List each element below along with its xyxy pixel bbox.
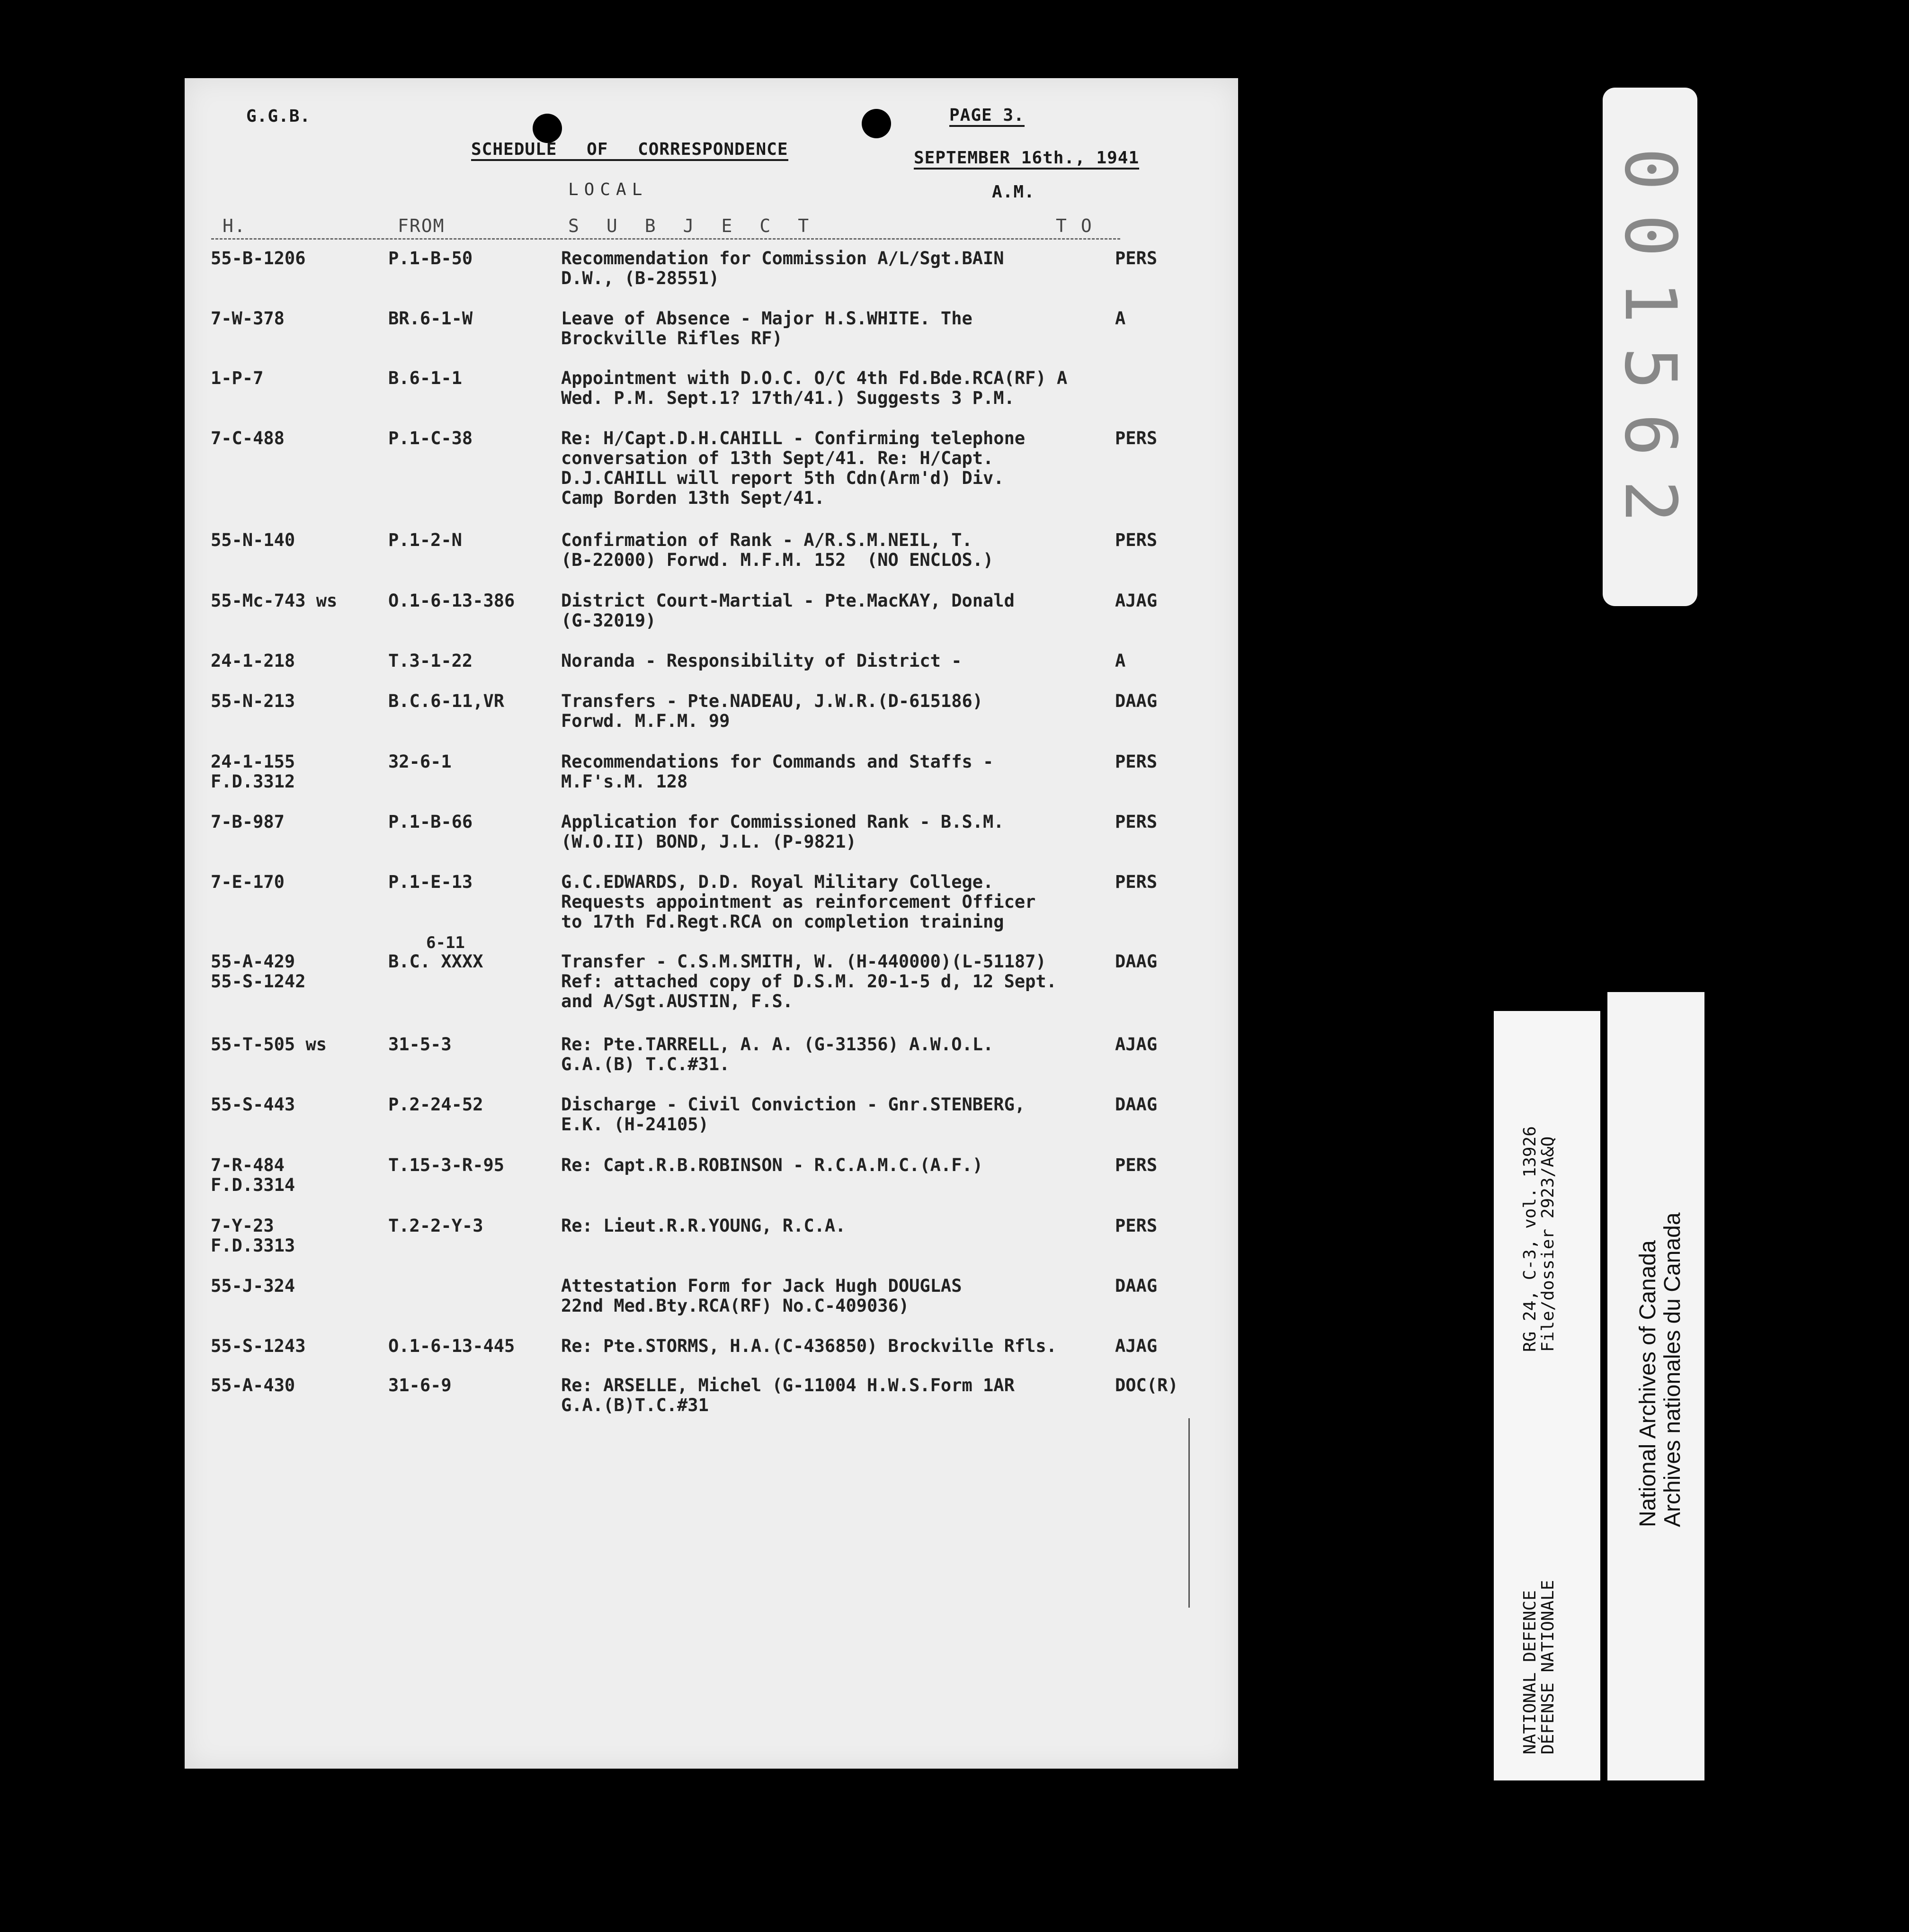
from-note: 6-11 (426, 933, 465, 952)
subject-text: Transfer - C.S.M.SMITH, W. (H-440000)(L-51187) Ref: attached copy of D.S.M. 20-1-5 d, 12 Sept. and A/Sgt.AUSTIN, F.S. (561, 951, 1057, 1011)
to-office: PERS (1115, 248, 1158, 268)
subject-text: Re: Lieut.R.R.YOUNG, R.C.A. (561, 1216, 846, 1236)
subject-text: Leave of Absence - Major H.S.WHITE. The Brockville Rifles RF) (561, 308, 972, 349)
to-office: A (1115, 651, 1126, 671)
local-label: LOCAL (568, 180, 648, 199)
from-reference: B.C. XXXX (388, 951, 483, 972)
subject-text: Re: Capt.R.B.ROBINSON - R.C.A.M.C.(A.F.) (561, 1155, 983, 1175)
file-number: 55-A-429 55-S-1242 (211, 951, 306, 992)
file-number: 55-N-213 (211, 691, 295, 711)
time-label: A.M. (992, 182, 1035, 202)
punch-hole (862, 109, 891, 138)
to-office: PERS (1115, 1216, 1158, 1236)
to-office: PERS (1115, 428, 1158, 448)
file-number: 55-A-430 (211, 1375, 295, 1395)
page-label: PAGE 3. (949, 106, 1025, 127)
from-reference: 31-5-3 (388, 1034, 452, 1055)
from-reference: B.6-1-1 (388, 368, 462, 388)
to-office: DAAG (1115, 1094, 1158, 1115)
from-reference: B.C.6-11,VR (388, 691, 505, 711)
department-line: NATIONAL DEFENCE (1520, 1590, 1540, 1754)
column-header-to: TO (1056, 215, 1106, 236)
subject-text: Recommendation for Commission A/L/Sgt.BAIN D.W., (B-28551) (561, 248, 1004, 288)
file-number: 24-1-155 F.D.3312 (211, 751, 295, 792)
file-reference (1521, 1126, 1557, 1352)
from-reference: T.3-1-22 (388, 651, 473, 671)
from-reference: T.2-2-Y-3 (388, 1216, 483, 1236)
subject-text: G.C.EDWARDS, D.D. Royal Military College. Requests appointment as reinforcement Officer to 17th Fd.Regt.RCA on completion training (561, 872, 1036, 932)
subject-text: District Court-Martial - Pte.MacKAY, Donald (G-32019) (561, 590, 1015, 631)
punch-hole (533, 114, 562, 143)
file-number: 55-S-1243 (211, 1336, 306, 1356)
from-reference: P.2-24-52 (388, 1094, 483, 1115)
subject-text: Attestation Form for Jack Hugh DOUGLAS 22nd Med.Bty.RCA(RF) No.C-409036) (561, 1276, 962, 1316)
subject-text: Confirmation of Rank - A/R.S.M.NEIL, T. (B-22000) Forwd. M.F.M. 152 (NO ENCLOS.) (561, 530, 994, 570)
reference-line: File/dossier 2923/A&Q (1538, 1136, 1558, 1352)
reference-line: RG 24, C-3, vol. 13926 (1520, 1126, 1540, 1352)
to-office: PERS (1115, 872, 1158, 892)
to-office: PERS (1115, 812, 1158, 832)
from-reference: BR.6-1-W (388, 308, 473, 329)
from-reference: O.1-6-13-386 (388, 590, 515, 611)
to-office: DAAG (1115, 1276, 1158, 1296)
to-office: AJAG (1115, 1336, 1158, 1356)
from-reference: O.1-6-13-445 (388, 1336, 515, 1356)
file-number: 7-B-987 (211, 812, 285, 832)
from-reference: 32-6-1 (388, 751, 452, 772)
file-number: 7-C-488 (211, 428, 285, 448)
margin-line (1188, 1418, 1190, 1608)
column-header-file: H. (223, 215, 246, 236)
file-number: 7-W-378 (211, 308, 285, 329)
file-number: 55-Mc-743 ws (211, 590, 338, 611)
department-name (1521, 1580, 1557, 1754)
department-line: DÉFENSE NATIONALE (1538, 1580, 1558, 1754)
archives-line: National Archives of Canada (1635, 1240, 1660, 1527)
file-number: 1-P-7 (211, 368, 264, 388)
to-office: PERS (1115, 751, 1158, 772)
from-reference: P.1-2-N (388, 530, 462, 550)
archives-line: Archives nationales du Canada (1660, 1212, 1685, 1527)
column-header-from: FROM (398, 215, 445, 236)
document-page (185, 78, 1238, 1769)
subject-text: Re: ARSELLE, Michel (G-11004 H.W.S.Form 1AR G.A.(B)T.C.#31 (561, 1375, 1015, 1415)
subject-text: Re: Pte.TARRELL, A. A. (G-31356) A.W.O.L. G.A.(B) T.C.#31. (561, 1034, 994, 1074)
file-number: 7-R-484 F.D.3314 (211, 1155, 295, 1195)
to-office: PERS (1115, 530, 1158, 550)
to-office: DAAG (1115, 951, 1158, 972)
schedule-date: SEPTEMBER 16th., 1941 (914, 148, 1139, 170)
archives-name (1636, 1213, 1685, 1527)
to-office: A (1115, 308, 1126, 329)
to-office: DAAG (1115, 691, 1158, 711)
subject-text: Discharge - Civil Conviction - Gnr.STENBERG, E.K. (H-24105) (561, 1094, 1026, 1135)
subject-text: Recommendations for Commands and Staffs - M.F's.M. 128 (561, 751, 994, 792)
subject-text: Noranda - Responsibility of District - (561, 651, 962, 671)
from-reference: 31-6-9 (388, 1375, 452, 1395)
file-number: 55-T-505 ws (211, 1034, 327, 1055)
from-reference: P.1-E-13 (388, 872, 473, 892)
from-reference: P.1-C-38 (388, 428, 473, 448)
file-reference-label (1494, 1011, 1600, 1780)
header-rule (211, 238, 1120, 240)
to-office: PERS (1115, 1155, 1158, 1175)
frame-number: 001562 (1609, 147, 1691, 546)
file-number: 24-1-218 (211, 651, 295, 671)
archives-label (1607, 992, 1704, 1780)
column-header-subject: SUBJECT (568, 215, 837, 236)
document-title: SCHEDULE OF CORRESPONDENCE (471, 140, 788, 161)
file-number: 7-Y-23 F.D.3313 (211, 1216, 295, 1256)
file-number: 7-E-170 (211, 872, 285, 892)
from-reference: P.1-B-50 (388, 248, 473, 268)
file-number: 55-N-140 (211, 530, 295, 550)
file-number: 55-S-443 (211, 1094, 295, 1115)
file-number: 55-J-324 (211, 1276, 295, 1296)
subject-text: Re: H/Capt.D.H.CAHILL - Confirming telephone conversation of 13th Sept/41. Re: H/Capt. D.J.CAHILL will report 5th Cdn(Arm'd) Div. Camp Borden 13th Sept/41. (561, 428, 1026, 508)
subject-text: Application for Commissioned Rank - B.S.M. (W.O.II) BOND, J.L. (P-9821) (561, 812, 1004, 852)
frame-number-label (1603, 88, 1697, 606)
subject-text: Transfers - Pte.NADEAU, J.W.R.(D-615186) Forwd. M.F.M. 99 (561, 691, 983, 731)
to-office: AJAG (1115, 1034, 1158, 1055)
subject-text: Re: Pte.STORMS, H.A.(C-436850) Brockville Rfls. (561, 1336, 1057, 1356)
to-office: AJAG (1115, 590, 1158, 611)
from-reference: P.1-B-66 (388, 812, 473, 832)
office-code: G.G.B. (246, 107, 311, 126)
subject-text: Appointment with D.O.C. O/C 4th Fd.Bde.RCA(RF) A Wed. P.M. Sept.1? 17th/41.) Suggests 3 P.M. (561, 368, 1068, 408)
file-number: 55-B-1206 (211, 248, 306, 268)
from-reference: T.15-3-R-95 (388, 1155, 505, 1175)
to-office: DOC(R) (1115, 1375, 1178, 1395)
